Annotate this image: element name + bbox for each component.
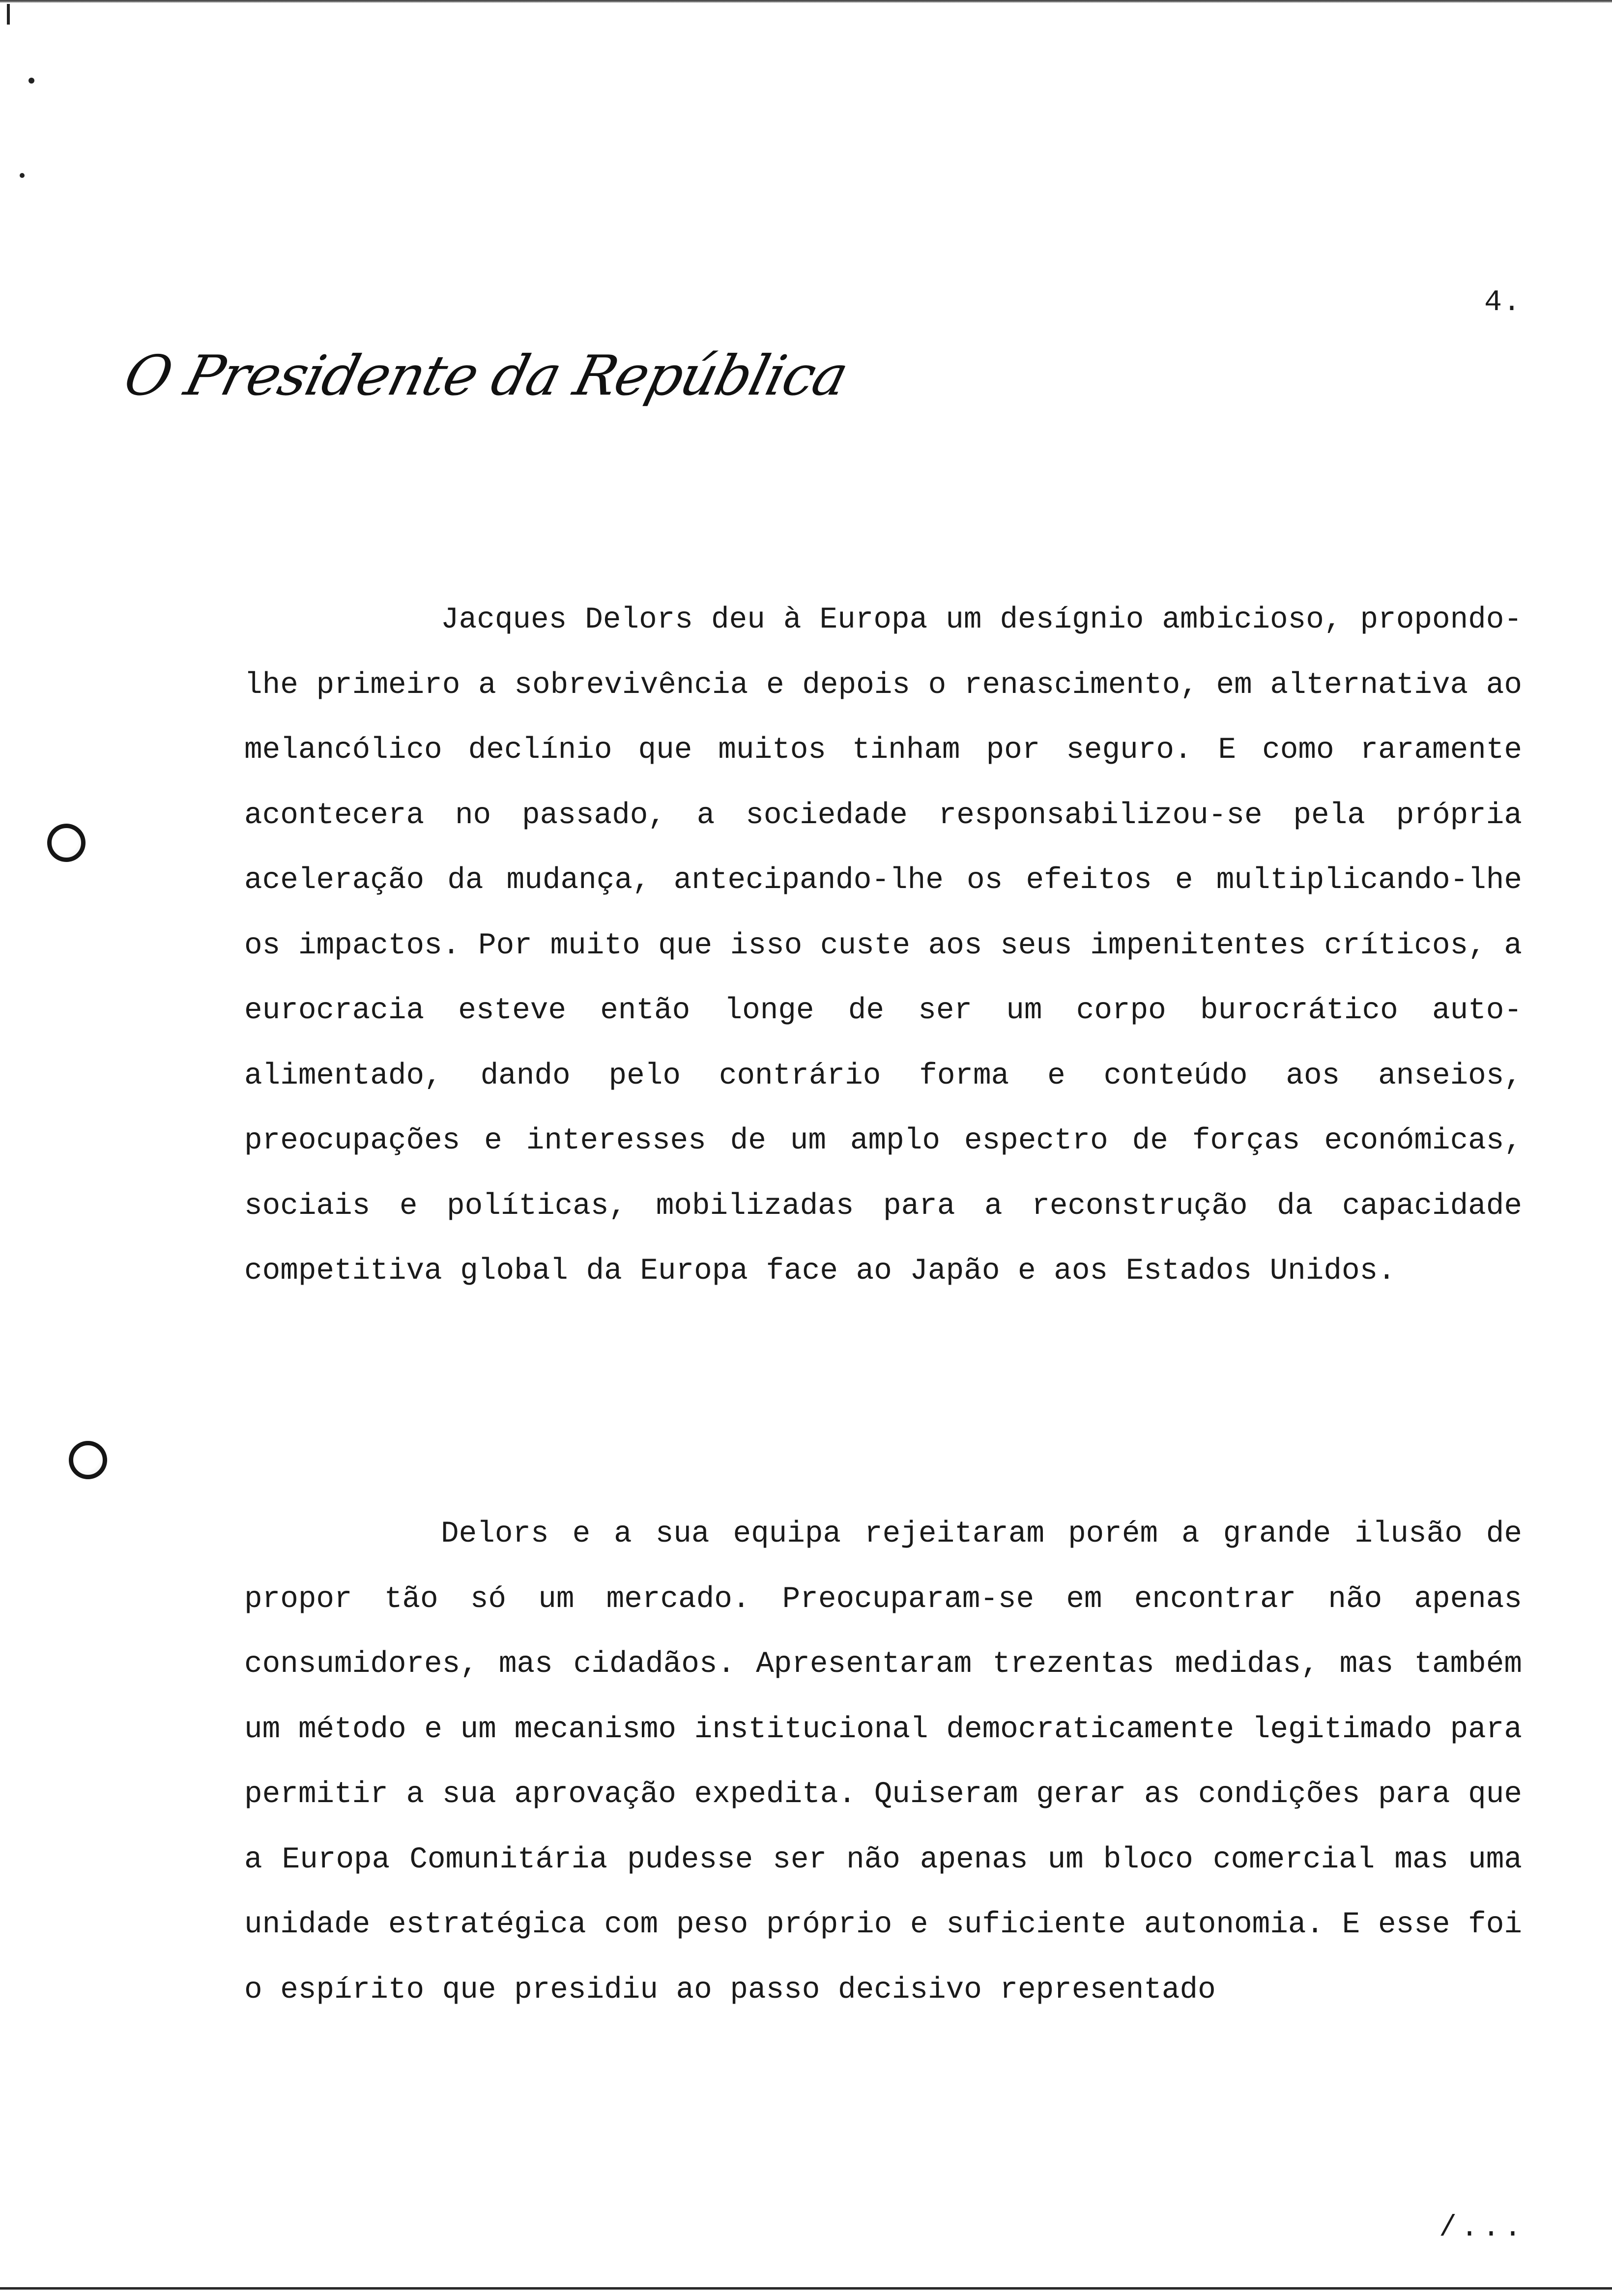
punch-hole — [69, 1441, 107, 1479]
scan-speck — [20, 173, 25, 178]
letterhead: O Presidente da República — [118, 344, 854, 408]
continuation-mark: /... — [1439, 2211, 1526, 2245]
punch-hole — [47, 824, 86, 862]
page-number: 4. — [1484, 286, 1522, 319]
body-paragraph: Delors e a sua equipa rejeitaram porém a grande ilusão de propor tão só um mercado. Preocuparam-se em encontrar não apenas consumidores, mas cidadãos. Apresentaram trezentas medidas, mas também um método e um mecanismo institucional democraticamente legitimado para permitir a sua aprovação expedita. Quiseram gerar as condições para que a Europa Comunitária pudesse ser não apenas um bloco comercial mas uma unidade estratégica com peso próprio e suficiente autonomia. E esse foi o espírito que presidiu ao passo decisivo representado — [244, 1517, 1522, 2007]
top-scan-edge — [0, 0, 1612, 3]
bottom-scan-edge — [0, 2287, 1612, 2290]
scan-speck — [29, 78, 34, 84]
body-paragraph: Jacques Delors deu à Europa um desígnio ambicioso, propondo-lhe primeiro a sobrevivência e depois o renascimento, em alternativa ao melancólico declínio que muitos tinham por seguro. E como raramente acontecera no passado, a sociedade responsabilizou-se pela própria aceleração da mudança, antecipando-lhe os efeitos e multiplicando-lhe os impactos. Por muito que isso custe aos seus impenitentes críticos, a eurocracia esteve então longe de ser um corpo burocrático auto-alimentado, dando pelo contrário forma e conteúdo aos anseios, preocupações e interesses de um amplo espectro de forças económicas, sociais e políticas, mobilizadas para a reconstrução da capacidade competitiva global da Europa face ao Japão e aos Estados Unidos. — [244, 603, 1522, 1288]
scan-edge-mark — [7, 4, 10, 25]
